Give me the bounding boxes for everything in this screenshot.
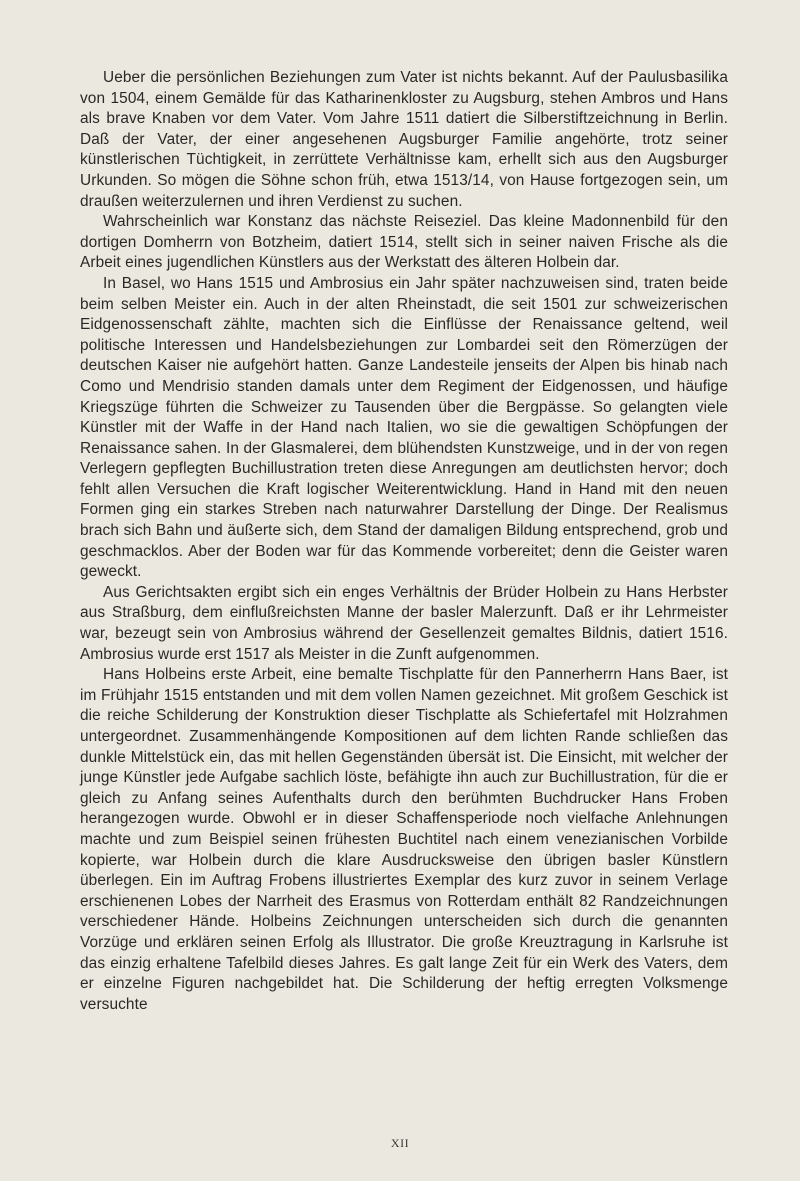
page-number: XII xyxy=(390,1136,410,1150)
paragraph: Hans Holbeins erste Arbeit, eine bemalte Tischplatte für den Pannerherrn Hans Baer, ist im Frühjahr 1515 entstanden und mit dem vollen Namen gezeichnet. Mit großem Geschick ist die reiche Schilderung der Konstruktion dieser Tischplatte als Schiefertafel mit Holzrahmen untergeordnet. Zusammenhängende Kompositionen auf dem lichten Rande schließen das dunkle Mittelstück ein, das mit hellen Gegenständen übersät ist. Die Einsicht, mit welcher der junge Künstler jede Aufgabe sachlich löste, befähigte ihn auch zur Buchillustration, für die er gleich zu Anfang seines Aufenthalts durch den berühmten Buchdrucker Hans Froben herangezogen wurde. Obwohl er in dieser Schaffensperiode noch vielfache Anlehnungen machte und zum Beispiel seinen frühesten Buchtitel nach einem venezianischen Vorbilde kopierte, war Holbein durch die klare Ausdrucksweise den übrigen basler Künstlern überlegen. Ein im Auftrag Frobens illustriertes Exemplar des kurz zuvor in seinem Verlage erschienenen Lobes der Narrheit des Erasmus von Rotterdam enthält 82 Randzeichnungen verschiedener Hände. Holbeins Zeichnungen unterscheiden sich durch die genannten Vorzüge und erklären seinen Erfolg als Illustrator. Die große Kreuztragung in Karlsruhe ist das einzig erhaltene Tafelbild dieses Jahres. Es galt lange Zeit für ein Werk des Vaters, dem er einzelne Figuren nachgebildet hat. Die Schilderung der heftig erregten Volksmenge versuchte xyxy=(80,666,728,1013)
paragraph: Wahrscheinlich war Konstanz das nächste Reiseziel. Das kleine Madonnenbild für den dortigen Domherrn von Botzheim, datiert 1514, stellt sich in seiner naiven Frische als die Arbeit eines jugendlichen Künstlers aus der Werkstatt des älteren Holbein dar. xyxy=(80,213,728,272)
paragraph: In Basel, wo Hans 1515 und Ambrosius ein Jahr später nachzuweisen sind, traten beide beim selben Meister ein. Auch in der alten Rheinstadt, die seit 1501 zur schweizerischen Eidgenossenschaft zählte, machten sich die Einflüsse der Renaissance geltend, weil politische Interessen und Handelsbeziehungen zur Lombardei seit den Römerzügen der deutschen Kaiser nie aufgehört hatten. Ganze Landesteile jenseits der Alpen bis hinab nach Como und Mendrisio standen damals unter dem Regiment der Eidgenossen, und häufige Kriegszüge führten die Schweizer zu Tausenden über die Bergpässe. So gelangten viele Künstler mit der Waffe in der Hand nach Italien, wo sie die gewaltigen Schöpfungen der Renaissance sahen. In der Glasmalerei, dem blühendsten Kunstzweige, und in der von regen Verlegern gepflegten Buchillustration treten diese Anregungen am deutlichsten hervor; doch fehlt allen Versuchen die Kraft logischer Weiterentwicklung. Hand in Hand mit den neuen Formen ging ein starkes Streben nach naturwahrer Darstellung der Dinge. Der Realismus brach sich Bahn und äußerte sich, dem Stand der damaligen Bildung entsprechend, grob und geschmacklos. Aber der Boden war für das Kommende vorbereitet; denn die Geister waren geweckt. xyxy=(80,274,728,581)
paragraph: Aus Gerichtsakten ergibt sich ein enges Verhältnis der Brüder Holbein zu Hans Herbster aus Straßburg, dem einflußreichsten Manne der basler Malerzunft. Daß er ihr Lehrmeister war, bezeugt sein von Ambrosius während der Gesellenzeit gemaltes Bildnis, datiert 1516. Ambrosius wurde erst 1517 als Meister in die Zunft aufgenommen. xyxy=(80,583,728,663)
body-text xyxy=(80,68,728,1015)
paragraph: Ueber die persönlichen Beziehungen zum Vater ist nichts bekannt. Auf der Paulusbasilika von 1504, einem Gemälde für das Katharinenkloster zu Augsburg, stehen Ambros und Hans als brave Knaben vor dem Vater. Vom Jahre 1511 datiert die Silberstiftzeichnung in Berlin. Daß der Vater, der einer angesehenen Augsburger Familie angehörte, trotz seiner künstlerischen Tüchtigkeit, in zerrüttete Verhältnisse kam, erhellt sich aus den Augsburger Urkunden. So mögen die Söhne schon früh, etwa 1513/14, von Hause fortgezogen sein, um draußen weiterzulernen und ihren Verdienst zu suchen. xyxy=(80,69,728,210)
